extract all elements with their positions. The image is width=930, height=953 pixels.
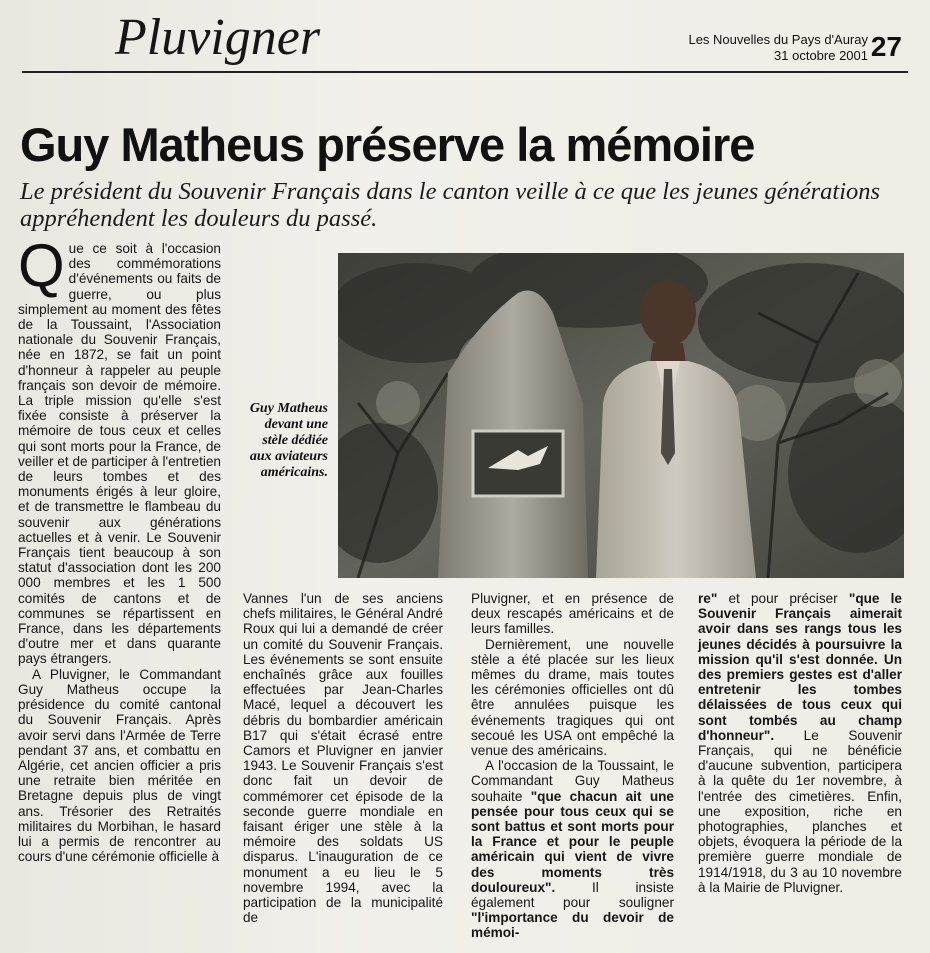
article-column-3 bbox=[471, 591, 674, 941]
paragraph: A Pluvigner, le Commandant Guy Matheus occupe la présidence du comité cantonal du Souvenir Français. Après avoir servi dans l'Armée de Terre pendant 37 ans, et combattu en Algérie, cet ancien officier a pris une retraite bien méritée en Bretagne depuis plus de vingt ans. Trésorier des Retraités militaires du Morbihan, le hasard lui a permis de rencontrer au cours d'une cérémonie officielle à bbox=[18, 666, 221, 865]
article-column-2 bbox=[243, 591, 443, 925]
paragraph-text: Le Souvenir Français, qui ne bénéficie d'aucune subvention, participera à la quête du 1er novembre, à l'entrée des cimetières. Enfin, une exposition, riche en photographies, planches et objets, évoquera la période de la première guerre mondiale de 1914/1918, du 3 au 10 novembre à la Mairie de Pluvigner. bbox=[698, 727, 902, 895]
header-rule bbox=[22, 71, 908, 73]
drop-cap: Q bbox=[18, 232, 65, 299]
page-number: 27 bbox=[870, 31, 902, 62]
photo-caption: Guy Matheus devant une stèle dédiée aux aviateurs américains. bbox=[249, 401, 328, 480]
quote-text: "l'importance du devoir de mémoi- bbox=[471, 910, 674, 941]
article-headline: Guy Matheus préserve la mémoire bbox=[20, 118, 755, 171]
paragraph: Dernièrement, une nouvelle stèle a été placée sur les lieux mêmes du drame, mais toutes les cérémonies officielles ont dû être annulées puisque les événements tragiques qui ont secoué les USA ont empêché la venue des américains. bbox=[471, 636, 674, 759]
article-column-4 bbox=[698, 591, 902, 895]
article-subhead: Le président du Souvenir Français dans le canton veille à ce que les jeunes générations appréhendent les douleurs du passé. bbox=[20, 178, 881, 232]
paragraph-text: et pour préciser bbox=[717, 591, 849, 606]
paragraph: Vannes l'un de ses anciens chefs militaires, le Général André Roux qui lui a demandé de créer un comité du Souvenir Français. Les événements se sont ensuite enchaînés grâce aux fouilles effectuées par Jean-Charles Macé, lequel a découvert les débris du bombardier américain B17 qui s'était écrasé entre Camors et Pluvigner en janvier 1943. Le Souvenir Français s'est donc fait un devoir de commémorer cet épisode de la seconde guerre mondiale en faisant ériger une stèle à la mémoire des soldats US disparus. L'inauguration de ce monument a eu lieu le 5 novembre 1994, avec la participation de la municipalité de bbox=[243, 591, 443, 926]
quote-text: "que chacun ait une pensée pour tous ceux qui se sont battus et sont morts pour la France et pour le peuple américain qui vient de vivre des moments très douloureux". bbox=[471, 788, 674, 895]
paragraph bbox=[471, 758, 674, 940]
paragraph-text: ue ce soit à l'occasion des commémorations d'événements ou faits de guerre, ou plus simplement au moment des fêtes de la Toussaint, l'Association nationale du Souvenir Français, née en 1872, se fait un point d'honneur à rappeler au peuple français son devoir de mémoire. La triple mission qu'elle s'est fixée consiste à préserver la mémoire de tous ceux et celles qui sont morts pour la France, de veiller et de participer à l'entretien de leurs tombes et des monuments érigés à leur gloire, et de transmettre le flambeau du souvenir aux générations actuelles et à venir. Le Souvenir Français tient beaucoup à son statut d'association dont les 200 000 membres et les 1 500 comités de cantons et de communes se répartissent en France, dans les départements d'outre mer et dans quarante pays étrangers. bbox=[18, 241, 221, 667]
paragraph-text: A l'occasion de la Toussaint, le Commandant Guy Matheus souhaite bbox=[471, 758, 674, 804]
section-title: Pluvigner bbox=[115, 9, 321, 66]
publication-date: 31 octobre 2001 bbox=[774, 48, 868, 63]
article-column-1 bbox=[18, 232, 221, 865]
quote-text: "que le Souvenir Français aimerait avoir dans ses rangs tous les jeunes décidés à poursuivre la mission qu'il s'est donnée. Un des premiers gestes est d'aller entretenir les tombes délaissées de tous ceux qui sont tombés au champ d'honneur". bbox=[698, 591, 902, 743]
paragraph: Pluvigner, et en présence de deux rescapés américains et de leurs familles. bbox=[471, 591, 674, 637]
publication-name: Les Nouvelles du Pays d'Auray bbox=[688, 32, 868, 47]
paragraph bbox=[18, 232, 221, 667]
paragraph bbox=[698, 591, 902, 895]
quote-text: re" bbox=[698, 591, 718, 606]
paragraph-text: Il insiste également pour souligner bbox=[471, 879, 674, 911]
article-photo bbox=[338, 253, 904, 578]
photo-illustration bbox=[338, 253, 904, 578]
